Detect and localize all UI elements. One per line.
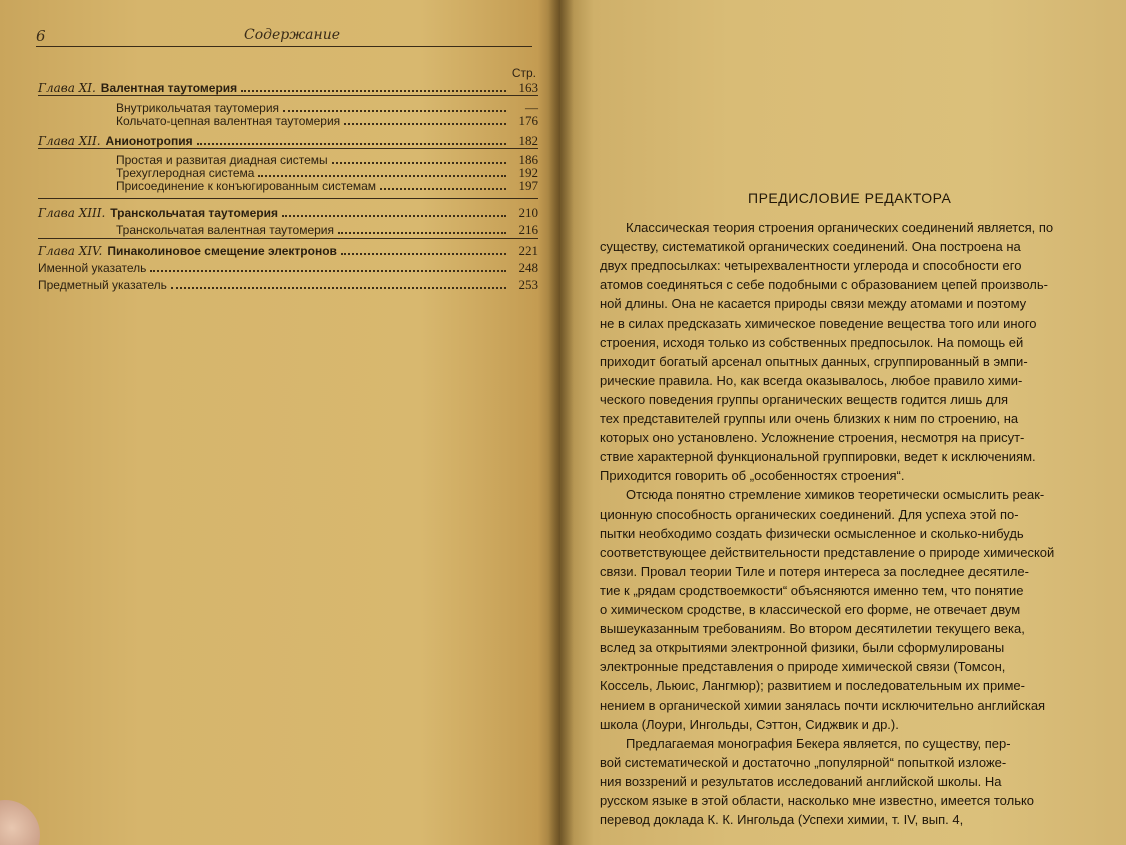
preface-line: соответствующее действительности представление о природе химической xyxy=(600,544,1055,560)
preface-line: вышеуказанным требованиям. Во втором десятилетии текущего века, xyxy=(600,621,1025,637)
toc-separator-rule xyxy=(38,198,538,199)
toc-dot-leader xyxy=(282,206,506,217)
toc-entry-title: Пинаколиновое смещение электронов xyxy=(107,244,337,258)
preface-line: атомов соединяться с себе подобными с образованием цепей произволь- xyxy=(600,277,1048,293)
toc-entry xyxy=(38,133,538,149)
toc-dot-leader xyxy=(258,166,506,177)
preface-line: пытки необходимо создать физически осмысленное и сколько-нибудь xyxy=(600,525,1024,541)
preface-line: существу, систематикой органических соединений. Она построена на xyxy=(600,239,1021,255)
toc-entry xyxy=(38,243,538,259)
toc-separator-rule xyxy=(38,148,538,149)
toc-page-number: 248 xyxy=(518,260,538,275)
toc-entry-title: Простая и развитая диадная системы xyxy=(116,153,328,167)
preface-line: Предлагаемая монография Бекера является, по существу, пер- xyxy=(626,735,1011,751)
preface-line: школа (Лоури, Ингольды, Сэттон, Сиджвик и др.). xyxy=(600,716,899,732)
toc-page-number: 192 xyxy=(518,165,538,180)
toc-page-number: 197 xyxy=(518,178,538,193)
toc-dot-leader xyxy=(332,153,506,164)
toc-entry-title: Внутрикольчатая таутомерия xyxy=(116,101,280,115)
preface-line: Приходится говорить об „особенностях строения“. xyxy=(600,468,905,484)
toc-entry xyxy=(38,113,538,129)
toc-dot-leader xyxy=(380,179,506,190)
toc-dot-leader xyxy=(344,114,506,125)
toc-entry-title: Кольчато-цепная валентная таутомерия xyxy=(116,114,341,128)
preface-line: строения, исходя только из собственных предпосылок. На помощь ей xyxy=(600,334,1024,350)
preface-line: приходит богатый арсенал опытных данных, сгруппированный в эмпи- xyxy=(600,353,1028,369)
toc-chapter-label: Глава XI. xyxy=(38,81,96,95)
preface-line: вслед за открытиями электронной физики, были сформулированы xyxy=(600,640,1005,656)
toc-page-number: — xyxy=(525,100,538,115)
preface-line: тех представителей группы или очень близких к ним по строению, на xyxy=(600,411,1019,426)
toc-entry xyxy=(38,260,538,276)
page-number: 6 xyxy=(36,27,46,45)
preface-line: тие к „рядам сродствоемкости“ объясняются именно тем, что понятие xyxy=(600,582,1024,598)
toc-entry-title: Предметный указатель xyxy=(38,278,167,292)
preface-line: вой систематической и достаточно „популярной“ попыткой изложе- xyxy=(600,754,1007,770)
toc-entry-title: Валентная таутомерия xyxy=(100,81,238,95)
toc-chapter-label: Глава XIV. xyxy=(38,244,103,258)
toc-entry-title: Присоединение к конъюгированным системам xyxy=(116,179,377,193)
preface-line: Отсюда понятно стремление химиков теоретически осмыслить реак- xyxy=(626,487,1045,503)
left-page xyxy=(0,0,560,845)
toc-entry xyxy=(38,80,538,96)
toc-separator-rule xyxy=(38,95,538,96)
toc-page-number: 163 xyxy=(518,80,538,95)
toc-chapter-label: Глава XIII. xyxy=(38,206,106,220)
running-title: Содержание xyxy=(244,27,341,43)
preface-line: ционную способность органических соединений. Для успеха этой по- xyxy=(600,506,1019,522)
toc-entry xyxy=(38,205,538,221)
toc-dot-leader xyxy=(338,223,506,234)
preface-line: которых оно установлено. Усложнение строения, несмотря на присут- xyxy=(600,430,1025,446)
preface-line: не в силах предсказать химическое поведение вещества того или иного xyxy=(600,315,1037,331)
preface-line: ческого поведения группы органических веществ годится лишь для xyxy=(600,391,1009,407)
toc-dot-leader xyxy=(241,81,506,92)
toc-dot-leader xyxy=(283,101,506,112)
preface-line: перевод доклада К. К. Ингольда (Успехи химии, т. IV, вып. 4, xyxy=(600,812,964,828)
book-gutter xyxy=(548,0,574,845)
toc-page-number: 186 xyxy=(518,152,538,167)
header-rule xyxy=(36,46,532,47)
toc-entry-title: Транскольчатая таутомерия xyxy=(110,206,278,220)
toc-entry xyxy=(38,222,538,238)
toc-dot-leader xyxy=(197,134,506,145)
preface-line: рические правила. Но, как всегда оказывалось, любое правило хими- xyxy=(600,372,1023,388)
preface-line: ствие характерной функциональной группировки, ведет к исключениям. xyxy=(600,449,1036,465)
toc-page-number: 176 xyxy=(518,113,538,128)
toc-entry-title: Транскольчатая валентная таутомерия xyxy=(116,223,334,237)
toc-page-number: 210 xyxy=(518,205,538,220)
preface-line: Коссель, Льюис, Лангмюр); развитием и последовательным их приме- xyxy=(600,678,1025,694)
toc-page-number: 182 xyxy=(518,133,538,148)
toc-page-number: 253 xyxy=(518,277,538,292)
preface-line: электронные представления о природе химической связи (Томсон, xyxy=(600,659,1006,675)
toc-entry-title: Трехуглеродная система xyxy=(116,166,255,180)
preface-line: ной длины. Она не касается природы связи между атомами и поэтому xyxy=(600,296,1027,312)
toc-page-number: 221 xyxy=(518,243,538,258)
toc-chapter-label: Глава XII. xyxy=(38,134,101,148)
preface-line: русском языке в этой области, насколько мне известно, имеется только xyxy=(600,793,1035,808)
toc-page-number: 216 xyxy=(518,222,538,237)
toc-entry-title: Анионотропия xyxy=(105,134,193,148)
preface-line: нением в органической химии занялась почти исключительно английская xyxy=(600,697,1046,713)
preface-line: двух предпосылках: четырехвалентности углерода и способности его xyxy=(600,258,1022,274)
toc-entry xyxy=(38,277,538,293)
preface-line: о химическом сродстве, в классической его форме, не отвечает двум xyxy=(600,602,1021,617)
toc-dot-leader xyxy=(150,261,506,272)
toc-entry xyxy=(38,178,538,194)
preface-line: связи. Провал теории Тиле и потеря интереса за последнее десятиле- xyxy=(600,563,1029,579)
toc-dot-leader xyxy=(171,278,506,289)
preface-line: ния воззрений и результатов исследований английской школы. На xyxy=(600,773,1002,789)
running-head xyxy=(36,27,532,47)
toc-separator-rule xyxy=(38,238,538,239)
toc-dot-leader xyxy=(341,244,506,255)
toc-entry-title: Именной указатель xyxy=(38,261,147,275)
toc-page-column-header: Стр. xyxy=(511,66,536,80)
preface-title: ПРЕДИСЛОВИЕ РЕДАКТОРА xyxy=(748,190,952,206)
preface-line: Классическая теория строения органических соединений является, по xyxy=(626,220,1054,235)
